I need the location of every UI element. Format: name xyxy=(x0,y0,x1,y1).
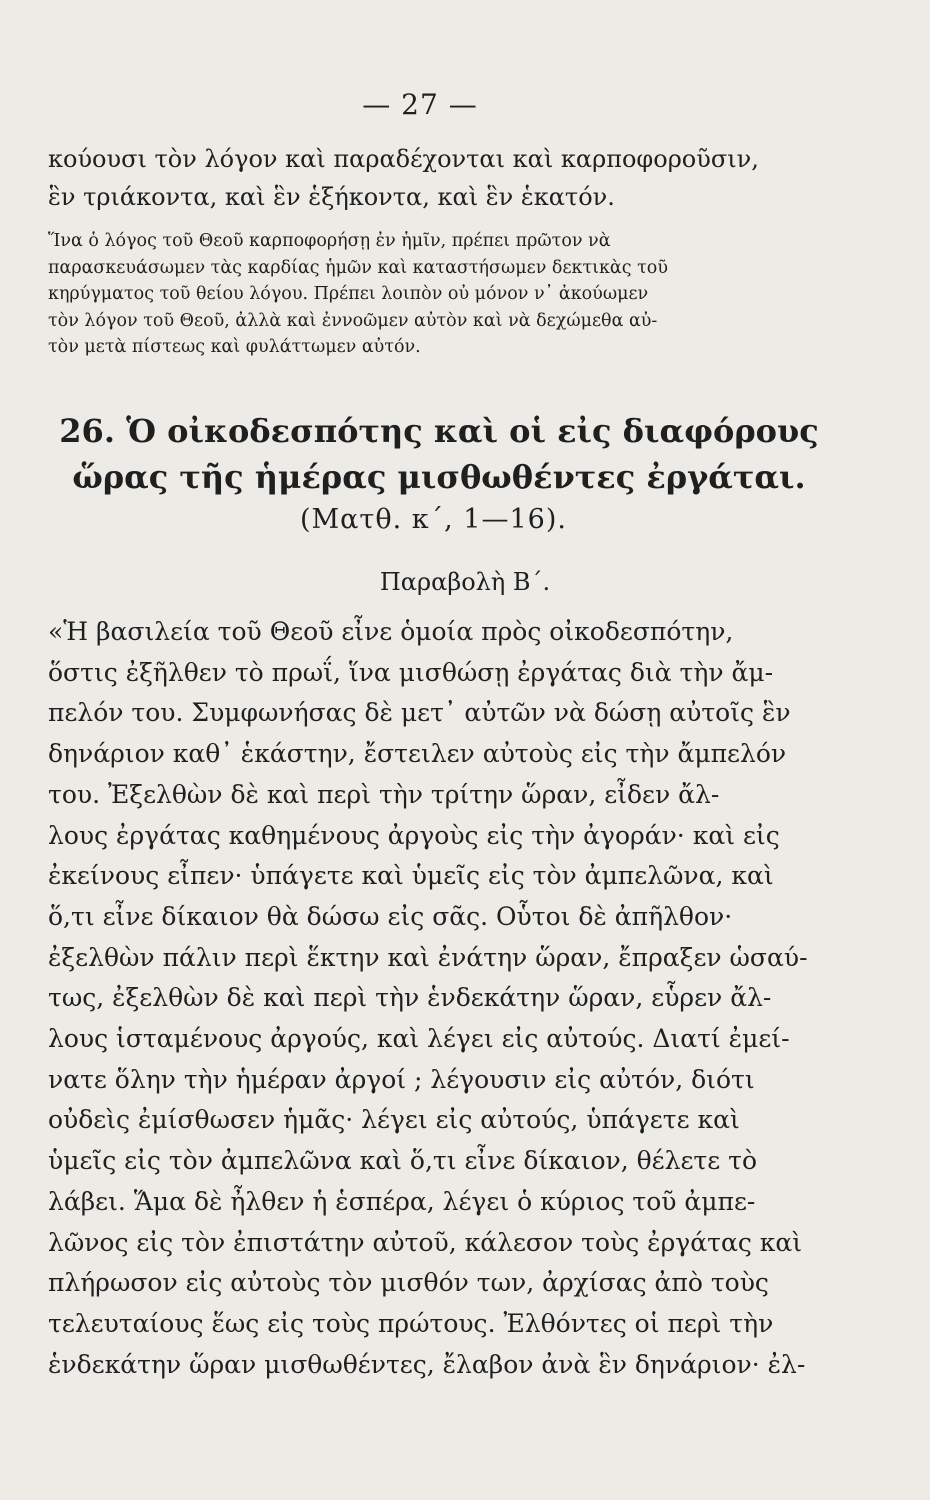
intro-paragraph xyxy=(48,140,830,216)
body-line: του. Ἐξελθὼν δὲ καὶ περὶ τὴν τρίτην ὥραν, εἶδεν ἄλ- xyxy=(48,779,720,809)
body-line: λῶνος εἰς τὸν ἐπιστάτην αὐτοῦ, κάλεσον τοὺς ἐργάτας καὶ xyxy=(48,1227,803,1257)
body-line: ὅ,τι εἶνε δίκαιον θὰ δώσω εἰς σᾶς. Οὗτοι δὲ ἀπῆλθον· xyxy=(48,901,733,931)
body-paragraph xyxy=(48,612,830,1385)
section-heading-line: ὥρας τῆς ἡμέρας μισθωθέντες ἐργάται. xyxy=(72,458,806,496)
page-number: — 27 — xyxy=(362,88,478,121)
note-line: παρασκευάσωμεν τὰς καρδίας ἡμῶν καὶ καταστήσωμεν δεκτικὰς τοῦ xyxy=(48,257,668,278)
body-line: πλήρωσον εἰς αὐτοὺς τὸν μισθόν των, ἀρχίσας ἀπὸ τοὺς xyxy=(48,1268,769,1298)
note-paragraph xyxy=(48,228,830,361)
section-heading xyxy=(48,408,830,500)
section-reference: (Ματθ. κ΄, 1—16). xyxy=(300,504,567,535)
note-line: τὸν λόγον τοῦ Θεοῦ, ἀλλὰ καὶ ἐννοῶμεν αὐτὸν καὶ νὰ δεχώμεθα αὐ- xyxy=(48,310,658,331)
note-line: τὸν μετὰ πίστεως καὶ φυλάττωμεν αὐτόν. xyxy=(48,337,421,357)
note-line: Ἵνα ὁ λόγος τοῦ Θεοῦ καρποφορήσῃ ἐν ἡμῖν, πρέπει πρῶτον νὰ xyxy=(48,231,611,251)
body-line: οὐδεὶς ἐμίσθωσεν ἡμᾶς· λέγει εἰς αὐτούς, ὑπάγετε καὶ xyxy=(48,1105,740,1135)
body-line: λάβει. Ἅμα δὲ ἦλθεν ἡ ἑσπέρα, λέγει ὁ κύριος τοῦ ἀμπε- xyxy=(48,1186,756,1216)
intro-line: ἓν τριάκοντα, καὶ ἓν ἑξήκοντα, καὶ ἓν ἑκατόν. xyxy=(48,183,615,211)
body-line: ὑμεῖς εἰς τὸν ἀμπελῶνα καὶ ὅ,τι εἶνε δίκαιον, θέλετε τὸ xyxy=(48,1146,758,1176)
body-line: λους ἱσταμένους ἀργούς, καὶ λέγει εἰς αὐτούς. Διατί ἐμεί- xyxy=(48,1024,790,1054)
intro-line: κούουσι τὸν λόγον καὶ παραδέχονται καὶ καρποφοροῦσιν, xyxy=(48,145,759,173)
body-line: ὅστις ἐξῆλθεν τὸ πρωΐ, ἵνα μισθώσῃ ἐργάτας διὰ τὴν ἄμ- xyxy=(48,657,774,687)
note-line: κηρύγματος τοῦ θείου λόγου. Πρέπει λοιπὸν οὐ μόνον ν᾽ ἀκούωμεν xyxy=(48,284,649,304)
body-line: νατε ὅλην τὴν ἡμέραν ἀργοί ; λέγουσιν εἰς αὐτόν, διότι xyxy=(48,1064,755,1094)
body-line: δηνάριον καθ᾽ ἑκάστην, ἔστειλεν αὐτοὺς εἰς τὴν ἄμπελόν xyxy=(48,739,787,769)
body-line: πελόν του. Συμφωνήσας δὲ μετ᾽ αὐτῶν νὰ δώσῃ αὐτοῖς ἓν xyxy=(48,698,791,728)
body-line: τως, ἐξελθὼν δὲ καὶ περὶ τὴν ἑνδεκάτην ὥραν, εὗρεν ἄλ- xyxy=(48,983,772,1013)
body-line: ἑνδεκάτην ὥραν μισθωθέντες, ἔλαβον ἀνὰ ἓν δηνάριον· ἐλ- xyxy=(48,1349,806,1379)
body-line: λους ἐργάτας καθημένους ἀργοὺς εἰς τὴν ἀγοράν· καὶ εἰς xyxy=(48,820,780,850)
section-subtitle: Παραβολὴ Β΄. xyxy=(379,568,551,596)
body-line: ἐξελθὼν πάλιν περὶ ἕκτην καὶ ἐνάτην ὥραν, ἔπραξεν ὡσαύ- xyxy=(48,942,808,972)
section-heading-line: 26. Ὁ οἰκοδεσπότης καὶ οἱ εἰς διαφόρους xyxy=(59,412,819,450)
body-line: ἐκείνους εἶπεν· ὑπάγετε καὶ ὑμεῖς εἰς τὸν ἀμπελῶνα, καὶ xyxy=(48,861,774,891)
body-line: «Ἡ βασιλεία τοῦ Θεοῦ εἶνε ὁμοία πρὸς οἰκοδεσπότην, xyxy=(48,617,734,646)
body-line: τελευταίους ἕως εἰς τοὺς πρώτους. Ἐλθόντες οἱ περὶ τὴν xyxy=(48,1308,774,1338)
